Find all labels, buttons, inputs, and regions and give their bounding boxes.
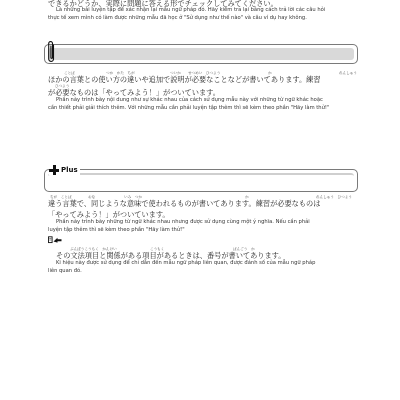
intro-jp-line: できるかどうか、実際に問題に答える形でチェックしてみてください。 (48, 0, 278, 8)
furigana: こうもく (150, 247, 165, 251)
furigana: ひつよう (55, 84, 70, 88)
furigana: ぶんぽうこうもく かんけい (70, 247, 117, 251)
plus-vi-line-1: Phần này trình bày những từ ngữ khác nhau nhưng được sử dụng cùng một ý nghĩa. Nếu cần phải (56, 219, 310, 225)
furigana: つか かた ちが (106, 71, 135, 75)
reference-icon (48, 236, 62, 244)
clip-section-banner (44, 44, 358, 64)
intro-vi-line-2: thực tế xem mình có làm được những mẫu đã học ở "Sử dụng như thế nào" và câu ví dụ hay không. (48, 14, 307, 21)
clip-section-banner-fill (48, 48, 354, 60)
clip-vi-line-1: Phần này trình bày nội dung như sự khác nhau của cách sử dụng mẫu này với những từ ngữ khác hoặc (56, 97, 323, 103)
plus-jp-line-1: 違う言葉で、同じような意味で使われるものが書いてあります。練習が必要なものは (48, 199, 321, 208)
furigana: か (268, 71, 272, 75)
plus-section-banner (44, 169, 358, 192)
plus-icon (49, 165, 59, 175)
furigana: いみ つか (124, 195, 142, 199)
ref-vi-line-1: Ki hiệu này được sử dụng để chỉ dẫn đến mẫu ngữ pháp liên quan, được đánh số của mẫu ngữ pháp (56, 260, 316, 266)
furigana: か (245, 195, 249, 199)
furigana: ことば (64, 71, 75, 75)
ref-jp-line: その文法項目と関係がある項目があるときは、番号が書いてあります。 (56, 251, 286, 260)
clip-jp-line-1: ほかの言葉との使い方の違いや追加で説明が必要なことなどが書いてあります。練習 (48, 75, 321, 84)
intro-vi-line-1: Là những bài luyện tập để xác nhận lại mẫu ngữ pháp đó. Hãy kiểm tra lại bằng cách trả lời các câu hỏi (56, 7, 326, 13)
plus-jp-line-2: 「やってみよう！」がついています。 (48, 210, 170, 219)
furigana: れんしゅう (339, 71, 357, 75)
plus-section-label (49, 165, 80, 175)
furigana: ちが ことば (50, 195, 72, 199)
furigana: ばんごう か (233, 247, 255, 251)
plus-label-text: Plus (61, 166, 78, 174)
clip-jp-line-2: が必要なものは「やってみよう！」がついています。 (48, 88, 220, 97)
furigana: おな (88, 195, 96, 199)
furigana: れんしゅう ひつよう (316, 195, 352, 199)
ref-vi-line-2: liên quan đó. (48, 268, 82, 274)
clip-vi-line-2: cần thiết phải giải thích thêm. Với những mẫu cần phải luyện tập thêm thì sẽ kèm theo phần "Hãy làm thử!" (48, 105, 330, 111)
plus-vi-line-2: luyện tập thêm thì sẽ kèm theo phần "Hãy làm thử!" (48, 227, 185, 233)
plus-section-banner-fill (48, 173, 354, 188)
paperclip-icon (47, 40, 56, 64)
furigana: ついか せつめい ひつよう (170, 71, 221, 75)
